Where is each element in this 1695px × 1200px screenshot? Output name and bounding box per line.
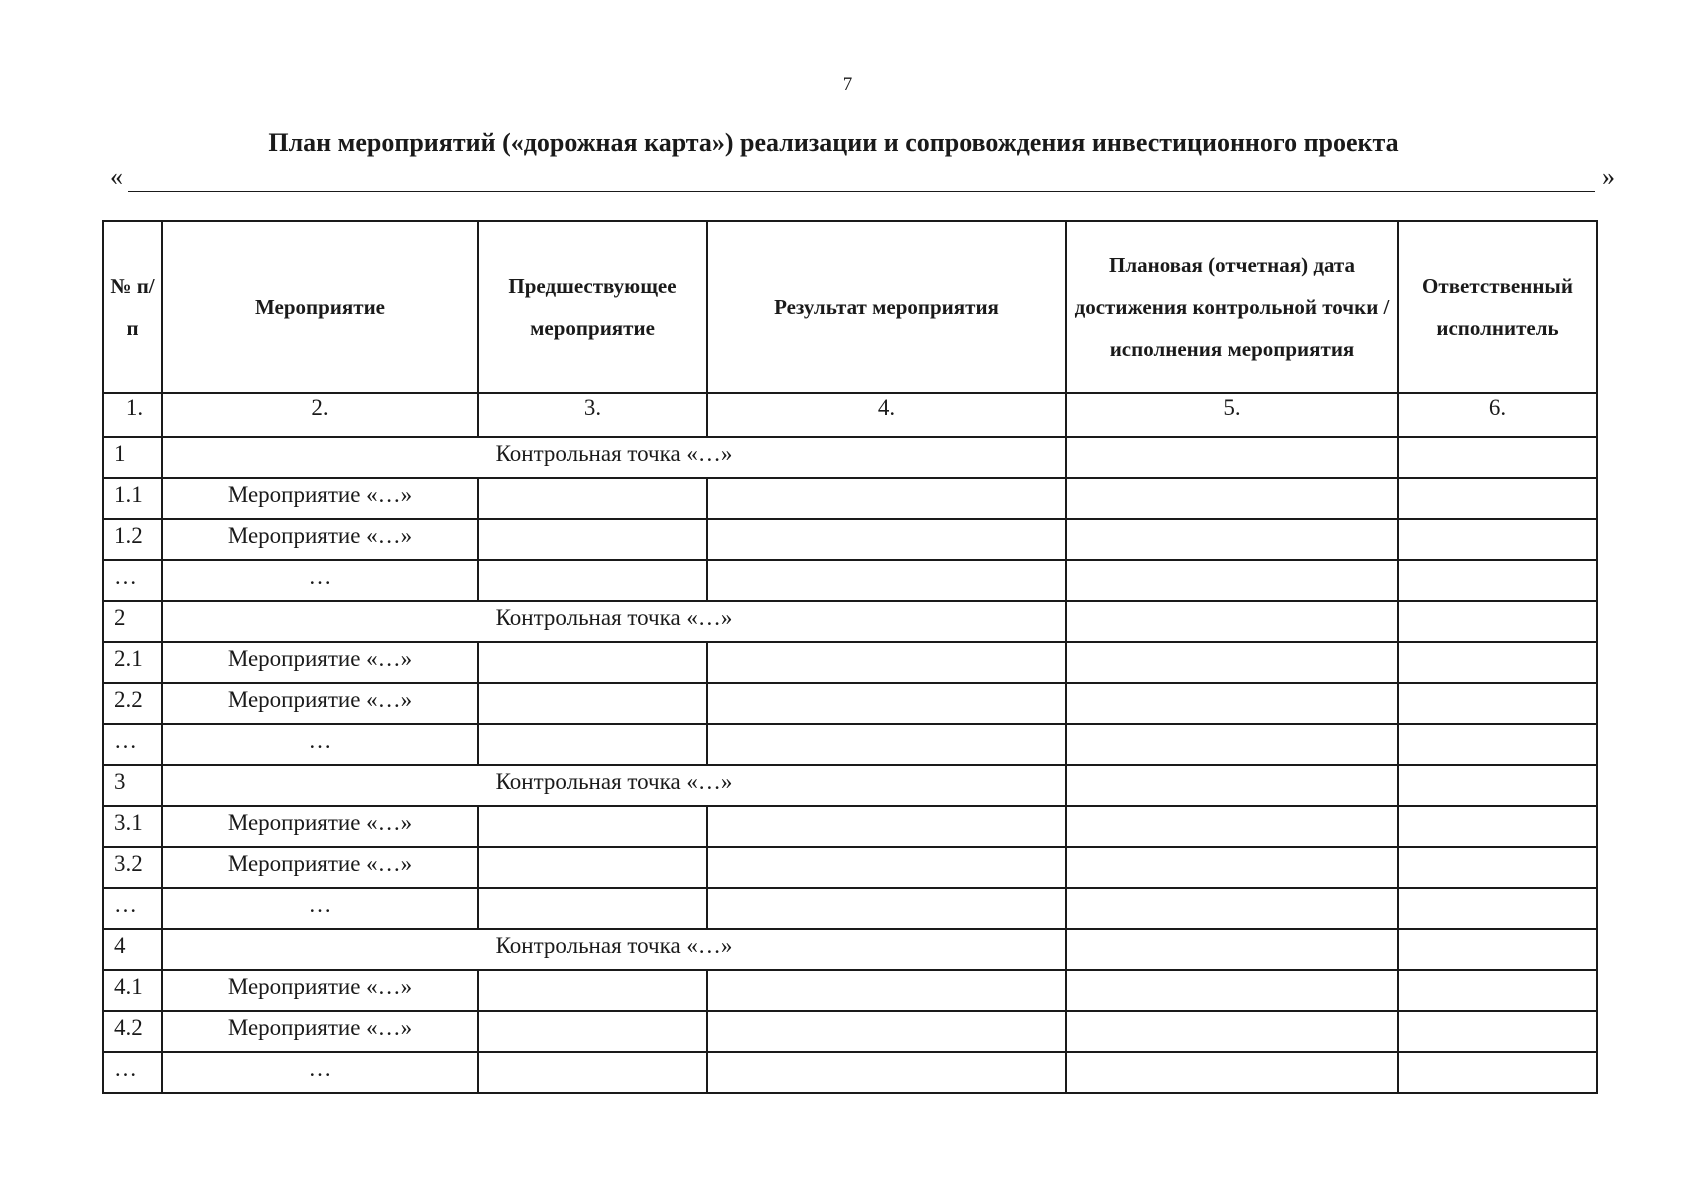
open-quote: « — [110, 162, 123, 191]
responsible-cell — [1398, 806, 1597, 847]
table-row — [103, 683, 1597, 724]
row-number: 4 — [103, 929, 162, 970]
control-point-label: Контрольная точка «…» — [162, 929, 1066, 970]
table-row — [103, 847, 1597, 888]
previous-activity-cell — [478, 1052, 707, 1093]
result-cell — [707, 560, 1066, 601]
responsible-cell — [1398, 560, 1597, 601]
activity-cell: Мероприятие «…» — [162, 519, 478, 560]
roadmap-table — [102, 220, 1598, 1094]
activity-cell: Мероприятие «…» — [162, 847, 478, 888]
table-row — [103, 519, 1597, 560]
row-number: 4.1 — [103, 970, 162, 1011]
activity-cell: Мероприятие «…» — [162, 478, 478, 519]
result-cell — [707, 806, 1066, 847]
column-number: 6. — [1398, 393, 1597, 437]
responsible-cell — [1398, 888, 1597, 929]
previous-activity-cell — [478, 683, 707, 724]
date-cell — [1066, 888, 1398, 929]
date-cell — [1066, 1052, 1398, 1093]
control-point-row — [103, 601, 1597, 642]
header-responsible: Ответственный исполнитель — [1398, 221, 1597, 393]
row-number: … — [103, 560, 162, 601]
previous-activity-cell — [478, 560, 707, 601]
date-cell — [1066, 1011, 1398, 1052]
responsible-cell — [1398, 765, 1597, 806]
responsible-cell — [1398, 970, 1597, 1011]
row-number: … — [103, 1052, 162, 1093]
document-title: План мероприятий («дорожная карта») реализации и сопровождения инвестиционного проекта — [268, 128, 1399, 157]
control-point-row — [103, 765, 1597, 806]
table-row — [103, 724, 1597, 765]
result-cell — [707, 1011, 1066, 1052]
row-number: 1.2 — [103, 519, 162, 560]
table-row — [103, 970, 1597, 1011]
previous-activity-cell — [478, 642, 707, 683]
date-cell — [1066, 478, 1398, 519]
header-previous-activity: Предшествующее мероприятие — [478, 221, 707, 393]
table-row — [103, 888, 1597, 929]
result-cell — [707, 478, 1066, 519]
control-point-row — [103, 929, 1597, 970]
control-point-label: Контрольная точка «…» — [162, 437, 1066, 478]
table-row — [103, 1011, 1597, 1052]
row-number: 3 — [103, 765, 162, 806]
date-cell — [1066, 519, 1398, 560]
row-number: 2 — [103, 601, 162, 642]
column-number: 2. — [162, 393, 478, 437]
result-cell — [707, 970, 1066, 1011]
date-cell — [1066, 970, 1398, 1011]
responsible-cell — [1398, 642, 1597, 683]
close-quote: » — [1602, 162, 1615, 191]
responsible-cell — [1398, 724, 1597, 765]
table-row — [103, 478, 1597, 519]
header-planned-date: Плановая (отчетная) дата достижения контрольной точки / исполнения мероприятия — [1066, 221, 1398, 393]
previous-activity-cell — [478, 806, 707, 847]
previous-activity-cell — [478, 724, 707, 765]
row-number: … — [103, 724, 162, 765]
control-point-row — [103, 437, 1597, 478]
row-number: … — [103, 888, 162, 929]
activity-cell: … — [162, 560, 478, 601]
column-number: 3. — [478, 393, 707, 437]
previous-activity-cell — [478, 478, 707, 519]
previous-activity-cell — [478, 519, 707, 560]
responsible-cell — [1398, 683, 1597, 724]
column-numbers-row — [103, 393, 1597, 437]
result-cell — [707, 888, 1066, 929]
result-cell — [707, 847, 1066, 888]
control-point-label: Контрольная точка «…» — [162, 765, 1066, 806]
date-cell — [1066, 724, 1398, 765]
result-cell — [707, 724, 1066, 765]
date-cell — [1066, 560, 1398, 601]
responsible-cell — [1398, 1011, 1597, 1052]
date-cell — [1066, 847, 1398, 888]
page-number: 7 — [842, 74, 853, 95]
responsible-cell — [1398, 478, 1597, 519]
control-point-label: Контрольная точка «…» — [162, 601, 1066, 642]
result-cell — [707, 519, 1066, 560]
responsible-cell — [1398, 437, 1597, 478]
row-number: 2.2 — [103, 683, 162, 724]
previous-activity-cell — [478, 847, 707, 888]
activity-cell: Мероприятие «…» — [162, 642, 478, 683]
responsible-cell — [1398, 929, 1597, 970]
previous-activity-cell — [478, 1011, 707, 1052]
result-cell — [707, 683, 1066, 724]
previous-activity-cell — [478, 970, 707, 1011]
row-number: 3.2 — [103, 847, 162, 888]
activity-cell: Мероприятие «…» — [162, 1011, 478, 1052]
activity-cell: Мероприятие «…» — [162, 806, 478, 847]
blank-fill-line — [128, 191, 1595, 192]
date-cell — [1066, 642, 1398, 683]
responsible-cell — [1398, 601, 1597, 642]
date-cell — [1066, 683, 1398, 724]
row-number: 3.1 — [103, 806, 162, 847]
result-cell — [707, 1052, 1066, 1093]
row-number: 1 — [103, 437, 162, 478]
row-number: 1.1 — [103, 478, 162, 519]
table-row — [103, 1052, 1597, 1093]
header-result: Результат мероприятия — [707, 221, 1066, 393]
result-cell — [707, 642, 1066, 683]
row-number: 2.1 — [103, 642, 162, 683]
table-row — [103, 642, 1597, 683]
previous-activity-cell — [478, 888, 707, 929]
column-number: 4. — [707, 393, 1066, 437]
activity-cell: … — [162, 888, 478, 929]
activity-cell: Мероприятие «…» — [162, 970, 478, 1011]
responsible-cell — [1398, 1052, 1597, 1093]
activity-cell: Мероприятие «…» — [162, 683, 478, 724]
responsible-cell — [1398, 519, 1597, 560]
date-cell — [1066, 806, 1398, 847]
table-row — [103, 560, 1597, 601]
table-header-row — [103, 221, 1597, 393]
project-name-field — [110, 160, 1615, 198]
date-cell — [1066, 437, 1398, 478]
header-activity: Мероприятие — [162, 221, 478, 393]
date-cell — [1066, 765, 1398, 806]
table-row — [103, 806, 1597, 847]
responsible-cell — [1398, 847, 1597, 888]
activity-cell: … — [162, 724, 478, 765]
date-cell — [1066, 601, 1398, 642]
header-number: № п/п — [103, 221, 162, 393]
row-number: 4.2 — [103, 1011, 162, 1052]
column-number: 5. — [1066, 393, 1398, 437]
column-number: 1. — [103, 393, 162, 437]
date-cell — [1066, 929, 1398, 970]
activity-cell: … — [162, 1052, 478, 1093]
